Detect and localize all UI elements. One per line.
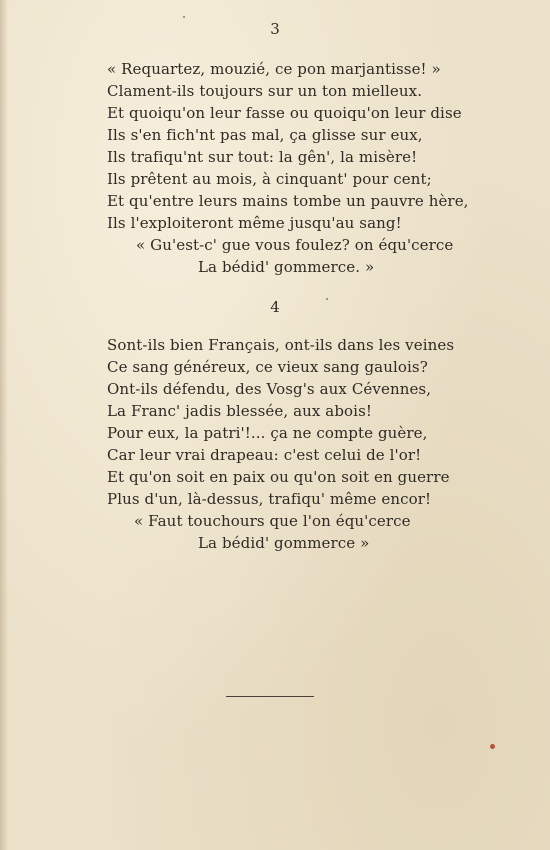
verse-line: Clament-ils toujours sur un ton mielleux. — [107, 82, 423, 100]
verse-line: Pour eux, la patri'!... ça ne compte guère, — [107, 424, 428, 442]
refrain-line: « Gu'est-c' gue vous foulez? on équ'cerce — [136, 236, 454, 254]
verse-line: Sont-ils bien Français, ont-ils dans les veines — [107, 336, 455, 354]
verse-line: Ont-ils défendu, des Vosg's aux Cévennes, — [107, 380, 432, 398]
paper-speck — [490, 744, 495, 749]
verse-line: « Requartez, mouzié, ce pon marjantisse! » — [107, 60, 441, 78]
verse-line: Et qu'entre leurs mains tombe un pauvre hère, — [107, 192, 469, 210]
paper-speck — [326, 298, 328, 300]
page-number: 3 — [270, 20, 280, 38]
verse-line: La Franc' jadis blessée, aux abois! — [107, 402, 372, 420]
section-number: 4 — [270, 298, 280, 316]
verse-line: Ils s'en fich'nt pas mal, ça glisse sur eux, — [107, 126, 423, 144]
verse-line: Ce sang généreux, ce vieux sang gaulois? — [107, 358, 428, 376]
verse-line: Ils l'exploiteront même jusqu'au sang! — [107, 214, 402, 232]
refrain-line: La bédid' gommerce » — [198, 534, 370, 552]
refrain-line: « Faut touchours que l'on équ'cerce — [134, 512, 411, 530]
refrain-line: La bédid' gommerce. » — [198, 258, 375, 276]
page-edge-shadow — [0, 0, 8, 850]
verse-line: Plus d'un, là-dessus, trafiqu' même encor! — [107, 490, 432, 508]
verse-line: Ils prêtent au mois, à cinquant' pour cent; — [107, 170, 432, 188]
verse-line: Et qu'on soit en paix ou qu'on soit en guerre — [107, 468, 450, 486]
verse-line: Car leur vrai drapeau: c'est celui de l'or! — [107, 446, 422, 464]
verse-line: Et quoiqu'on leur fasse ou quoiqu'on leur dise — [107, 104, 462, 122]
paper-speck — [183, 16, 185, 18]
verse-line: Ils trafiqu'nt sur tout: la gên', la misère! — [107, 148, 418, 166]
closing-rule — [226, 696, 314, 697]
